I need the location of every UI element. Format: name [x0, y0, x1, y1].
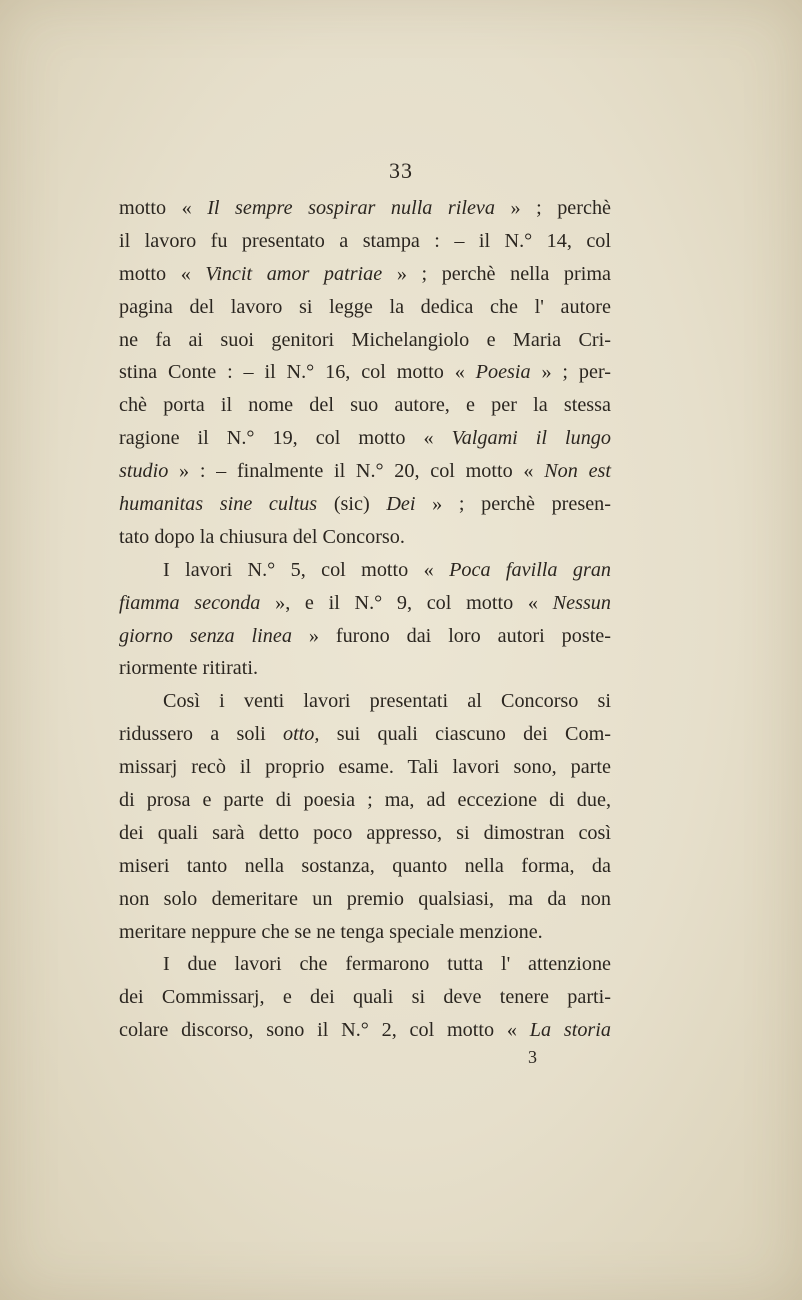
- text-line: [119, 455, 611, 488]
- italic-text-segment: Nessun: [552, 591, 611, 614]
- text-segment: non solo demeritare un premio qualsiasi, ma da non: [119, 887, 611, 910]
- text-line: [119, 883, 611, 916]
- text-segment: meritare neppure che se ne tenga speciale menzione.: [119, 920, 543, 943]
- italic-text-segment: Dei: [386, 493, 416, 516]
- text-segment: », e il N.° 9, col motto «: [260, 591, 553, 614]
- text-segment: » ; per-: [530, 361, 611, 384]
- text-segment: dei quali sarà detto poco appresso, si dimostran così: [119, 821, 611, 844]
- text-segment: tato dopo la chiusura del Concorso.: [119, 525, 405, 548]
- text-line: [119, 389, 611, 422]
- text-line: [119, 784, 611, 817]
- text-segment: dei Commissarj, e dei quali si deve tenere parti-: [119, 986, 611, 1009]
- text-segment: pagina del lavoro si legge la dedica che l' autore: [119, 295, 611, 318]
- body-text: [119, 192, 611, 1047]
- italic-text-segment: Poca favilla gran: [449, 558, 612, 581]
- text-segment: » furono dai loro autori poste-: [291, 624, 611, 647]
- italic-text-segment: giorno senza linea: [119, 624, 292, 647]
- text-segment: stina Conte : – il N.° 16, col motto «: [119, 361, 476, 384]
- text-line: [119, 521, 611, 554]
- text-segment: motto «: [119, 262, 206, 285]
- text-segment: » ; perchè presen-: [415, 493, 611, 516]
- text-segment: I due lavori che fermarono tutta l' attenzione: [163, 953, 611, 976]
- italic-text-segment: Vincit amor patriae: [205, 262, 383, 285]
- text-line: [119, 1014, 611, 1047]
- text-segment: » ; perchè nella prima: [382, 262, 612, 285]
- page-number: 33: [389, 158, 413, 183]
- text-line: [119, 948, 611, 981]
- text-segment: missarj recò il proprio esame. Tali lavori sono, parte: [119, 756, 611, 779]
- text-segment: motto «: [119, 197, 208, 219]
- italic-text-segment: studio: [119, 460, 169, 483]
- italic-text-segment: Poesia: [475, 361, 531, 384]
- text-segment: miseri tanto nella sostanza, quanto nella forma, da: [119, 854, 611, 877]
- text-line: [119, 554, 611, 587]
- text-segment: colare discorso, sono il N.° 2, col motto «: [119, 1019, 530, 1042]
- italic-text-segment: otto,: [282, 723, 320, 746]
- text-line: [119, 356, 611, 389]
- italic-text-segment: Non est: [544, 460, 611, 483]
- text-line: [119, 488, 611, 521]
- text-segment: di prosa e parte di poesia ; ma, ad eccezione di due,: [119, 789, 611, 812]
- text-segment: ne fa ai suoi genitori Michelangiolo e Maria Cri-: [119, 328, 611, 351]
- text-line: [119, 685, 611, 718]
- italic-text-segment: Valgami il lungo: [451, 427, 611, 450]
- text-line: [119, 587, 611, 620]
- text-line: [119, 291, 611, 324]
- text-line: [119, 916, 611, 949]
- text-segment: chè porta il nome del suo autore, e per la stessa: [119, 394, 611, 417]
- text-line: [119, 751, 611, 784]
- text-line: [119, 981, 611, 1014]
- text-line: [119, 258, 611, 291]
- text-line: [119, 850, 611, 883]
- text-segment: (sic): [317, 493, 387, 516]
- text-segment: Così i venti lavori presentati al Concorso si: [163, 690, 611, 713]
- italic-text-segment: La storia: [529, 1019, 611, 1042]
- text-segment: ragione il N.° 19, col motto «: [119, 427, 452, 450]
- text-line: [119, 324, 611, 357]
- text-segment: » : – finalmente il N.° 20, col motto «: [168, 460, 545, 483]
- text-segment: il lavoro fu presentato a stampa : – il N.° 14, col: [119, 229, 611, 252]
- text-segment: ridussero a soli: [119, 723, 283, 746]
- italic-text-segment: Il sempre sospirar nulla rileva: [207, 197, 495, 219]
- signature-mark: 3: [528, 1047, 537, 1067]
- text-line: [119, 652, 611, 685]
- italic-text-segment: fiamma seconda: [119, 591, 261, 614]
- text-line: [119, 225, 611, 258]
- text-segment: riormente ritirati.: [119, 657, 259, 680]
- text-line: [119, 620, 611, 653]
- text-segment: sui quali ciascuno dei Com-: [319, 723, 611, 746]
- text-line: [119, 817, 611, 850]
- text-line: [119, 192, 611, 225]
- italic-text-segment: humanitas sine cultus: [119, 493, 318, 516]
- text-line: [119, 422, 611, 455]
- text-segment: » ; perchè: [495, 197, 611, 219]
- text-segment: I lavori N.° 5, col motto «: [163, 558, 450, 581]
- text-line: [119, 718, 611, 751]
